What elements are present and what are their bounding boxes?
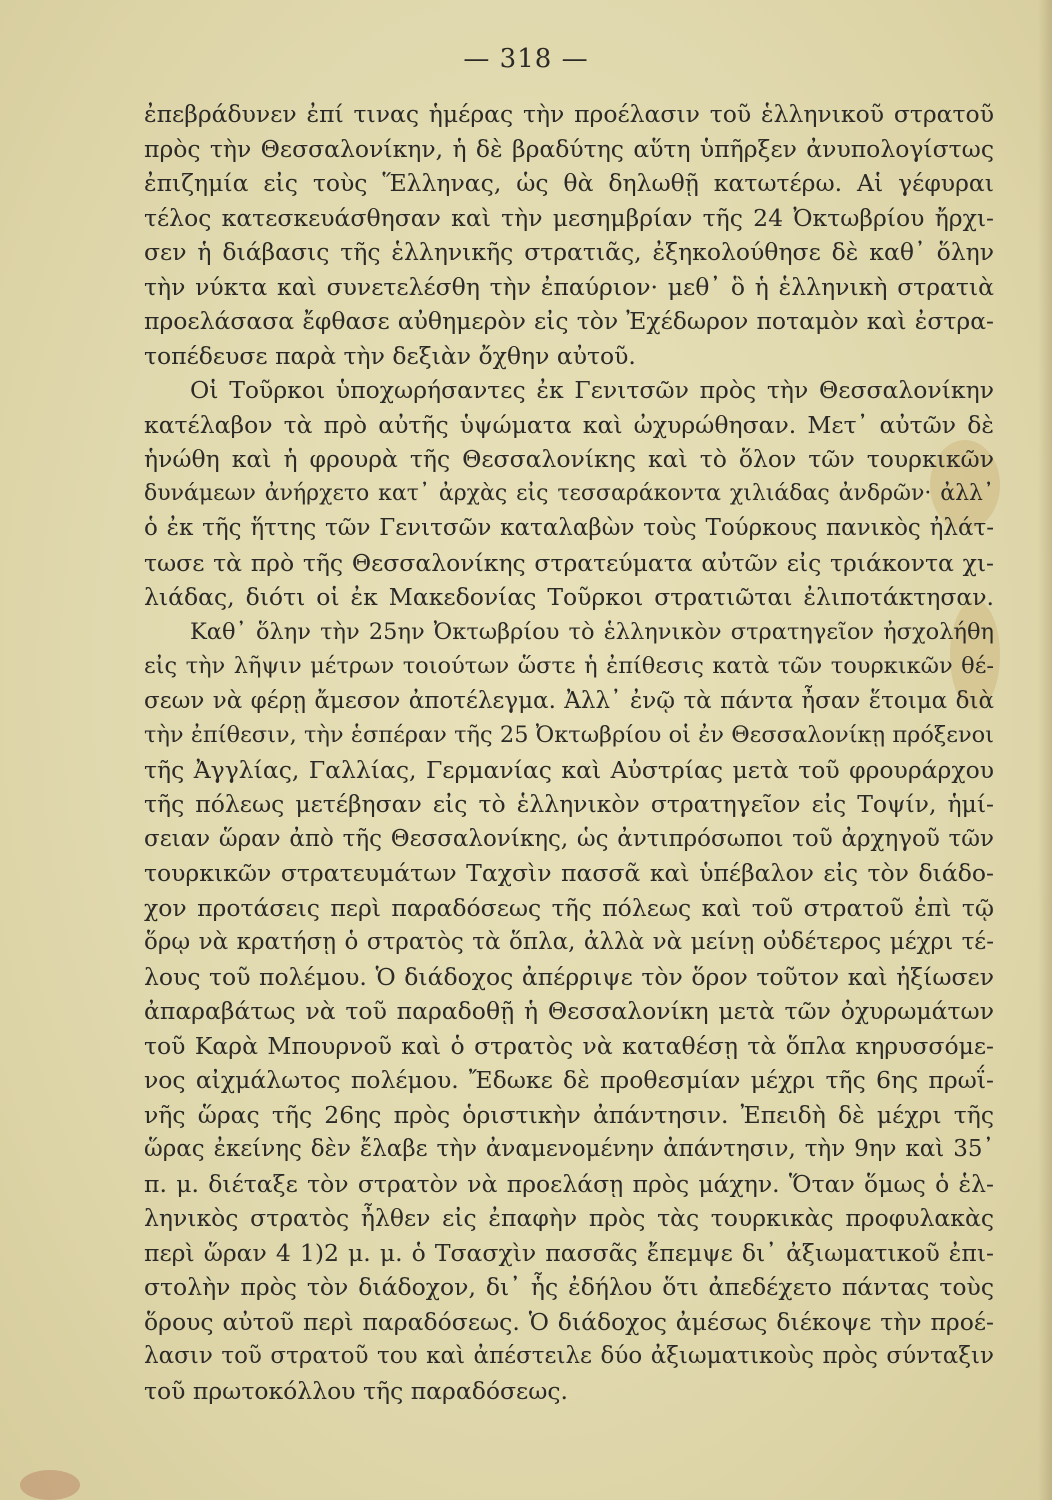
text-line: σειαν ὥραν ἀπὸ τῆς Θεσσαλονίκης, ὡς ἀντιπρόσωποι τοῦ ἀρχηγοῦ τῶν [144, 825, 994, 852]
text-line: κατέλαβον τὰ πρὸ αὐτῆς ὑψώματα καὶ ὠχυρώθησαν. Μετ᾽ αὐτῶν δὲ [144, 410, 994, 439]
text-line: λιάδας, διότι οἱ ἐκ Μακεδονίας Τοῦρκοι στρατιῶται ἐλιποτάκτησαν. [144, 583, 994, 611]
text-line: τῆς πόλεως μετέβησαν εἰς τὸ ἑλληνικὸν στρατηγεῖον εἰς Τοψίν, ἡμί- [144, 790, 994, 818]
text-line: ληνικὸς στρατὸς ἦλθεν εἰς ἐπαφὴν πρὸς τὰς τουρκικὰς προφυλακὰς [144, 1204, 994, 1232]
page-number: — 318 — [463, 44, 589, 74]
text-line: τέλος κατεσκευάσθησαν καὶ τὴν μεσημβρίαν τῆς 24 Ὀκτωβρίου ἤρχι- [144, 203, 994, 232]
text-line: στολὴν πρὸς τὸν διάδοχον, δι᾽ ἧς ἐδήλου ὅτι ἀπεδέχετο πάντας τοὺς [144, 1273, 994, 1301]
text-line: ὁ ἐκ τῆς ἥττης τῶν Γενιτσῶν καταλαβὼν τοὺς Τούρκους πανικὸς ἠλάτ- [144, 515, 994, 541]
text-line: σεν ἡ διάβασις τῆς ἑλληνικῆς στρατιᾶς, ἐξηκολούθησε δὲ καθ᾽ ὅλην [144, 238, 994, 266]
text-line: τοῦ Καρὰ Μπουρνοῦ καὶ ὁ στρατὸς νὰ καταθέσῃ τὰ ὅπλα κηρυσσόμε- [144, 1031, 994, 1060]
text-line: π. μ. διέταξε τὸν στρατὸν νὰ προελάσῃ πρὸς μάχην. Ὅταν ὅμως ὁ ἑλ- [144, 1169, 994, 1198]
text-line: σεων νὰ φέρῃ ἄμεσον ἀποτέλεγμα. Ἀλλ᾽ ἐνῷ τὰ πάντα ἦσαν ἕτοιμα διὰ [144, 687, 994, 714]
text-line: χον προτάσεις περὶ παραδόσεως τῆς πόλεως καὶ τοῦ στρατοῦ ἐπὶ τῷ [144, 893, 994, 922]
text-line: εἰς τὴν λῆψιν μέτρων τοιούτων ὥστε ἡ ἐπίθεσις κατὰ τῶν τουρκικῶν θέ- [144, 653, 994, 679]
text-line: δυνάμεων ἀνήρχετο κατ᾽ ἀρχὰς εἰς τεσσαράκοντα χιλιάδας ἀνδρῶν· ἀλλ᾽ [144, 480, 994, 506]
text-line: ὥρας ἐκείνης δὲν ἔλαβε τὴν ἀναμενομένην ἀπάντησιν, τὴν 9ην καὶ 35᾽ [144, 1136, 994, 1162]
text-line: Οἱ Τοῦρκοι ὑποχωρήσαντες ἐκ Γενιτσῶν πρὸς τὴν Θεσσαλονίκην [190, 376, 994, 404]
text-line: τουρκικῶν στρατευμάτων Ταχσὶν πασσᾶ καὶ ὑπέβαλον εἰς τὸν διάδο- [144, 859, 994, 887]
text-line: ἐπεβράδυνεν ἐπί τινας ἡμέρας τὴν προέλασιν τοῦ ἑλληνικοῦ στρατοῦ [144, 100, 994, 128]
text-line: τὴν νύκτα καὶ συνετελέσθη τὴν ἐπαύριον· μεθ᾽ ὃ ἡ ἑλληνικὴ στρατιὰ [144, 272, 994, 301]
text-line: λους τοῦ πολέμου. Ὁ διάδοχος ἀπέρριψε τὸν ὅρον τοῦτον καὶ ἠξίωσεν [144, 962, 994, 991]
text-line: ὅρους αὐτοῦ περὶ παραδόσεως. Ὁ διάδοχος ἀμέσως διέκοψε τὴν προέ- [144, 1307, 994, 1336]
text-line: ἡνώθη καὶ ἡ φρουρὰ τῆς Θεσσαλονίκης καὶ τὸ ὅλον τῶν τουρκικῶν [144, 445, 994, 473]
text-line: νῆς ὥρας τῆς 26ης πρὸς ὁριστικὴν ἀπάντησιν. Ἐπειδὴ δὲ μέχρι τῆς [144, 1100, 994, 1129]
text-line: προελάσασα ἔφθασε αὐθημερὸν εἰς τὸν Ἐχέδωρον ποταμὸν καὶ ἐστρα- [144, 307, 994, 335]
text-line: περὶ ὥραν 4 1)2 μ. μ. ὁ Τσασχὶν πασσᾶς ἔπεμψε δι᾽ ἀξιωματικοῦ ἐπι- [144, 1238, 994, 1267]
text-line: λασιν τοῦ στρατοῦ του καὶ ἀπέστειλε δύο ἀξιωματικοὺς πρὸς σύνταξιν [144, 1343, 994, 1369]
text-line: τῆς Ἀγγλίας, Γαλλίας, Γερμανίας καὶ Αὐστρίας μετὰ τοῦ φρουράρχου [144, 755, 994, 784]
paper-stain [20, 1470, 80, 1500]
text-line: τὴν ἐπίθεσιν, τὴν ἑσπέραν τῆς 25 Ὀκτωβρίου οἱ ἐν Θεσσαλονίκῃ πρόξενοι [144, 722, 994, 748]
text-line: ἀπαραβάτως νὰ τοῦ παραδοθῇ ἡ Θεσσαλονίκη μετὰ τῶν ὀχυρωμάτων [144, 997, 994, 1025]
text-line: ἐπιζημία εἰς τοὺς Ἕλληνας, ὡς θὰ δηλωθῇ κατωτέρω. Αἱ γέφυραι [144, 169, 994, 197]
body-text [144, 97, 994, 1408]
text-line: Καθ᾽ ὅλην τὴν 25ην Ὀκτωβρίου τὸ ἑλληνικὸν στρατηγεῖον ἠσχολήθη [190, 618, 994, 645]
text-line: τωσε τὰ πρὸ τῆς Θεσσαλονίκης στρατεύματα αὐτῶν εἰς τριάκοντα χι- [144, 548, 994, 577]
text-line: τοπέδευσε παρὰ τὴν δεξιὰν ὄχθην αὐτοῦ. [144, 341, 636, 370]
text-line: πρὸς τὴν Θεσσαλονίκην, ἡ δὲ βραδύτης αὕτη ὑπῆρξεν ἀνυπολογίστως [144, 134, 994, 163]
text-line: τοῦ πρωτοκόλλου τῆς παραδόσεως. [144, 1376, 569, 1405]
page-edge-shadow [1038, 0, 1052, 1500]
text-line: ὅρῳ νὰ κρατήσῃ ὁ στρατὸς τὰ ὅπλα, ἀλλὰ νὰ μείνῃ οὐδέτερος μέχρι τέ- [144, 929, 994, 955]
text-line: νος αἰχμάλωτος πολέμου. Ἔδωκε δὲ προθεσμίαν μέχρι τῆς 6ης πρωΐ- [144, 1066, 994, 1094]
